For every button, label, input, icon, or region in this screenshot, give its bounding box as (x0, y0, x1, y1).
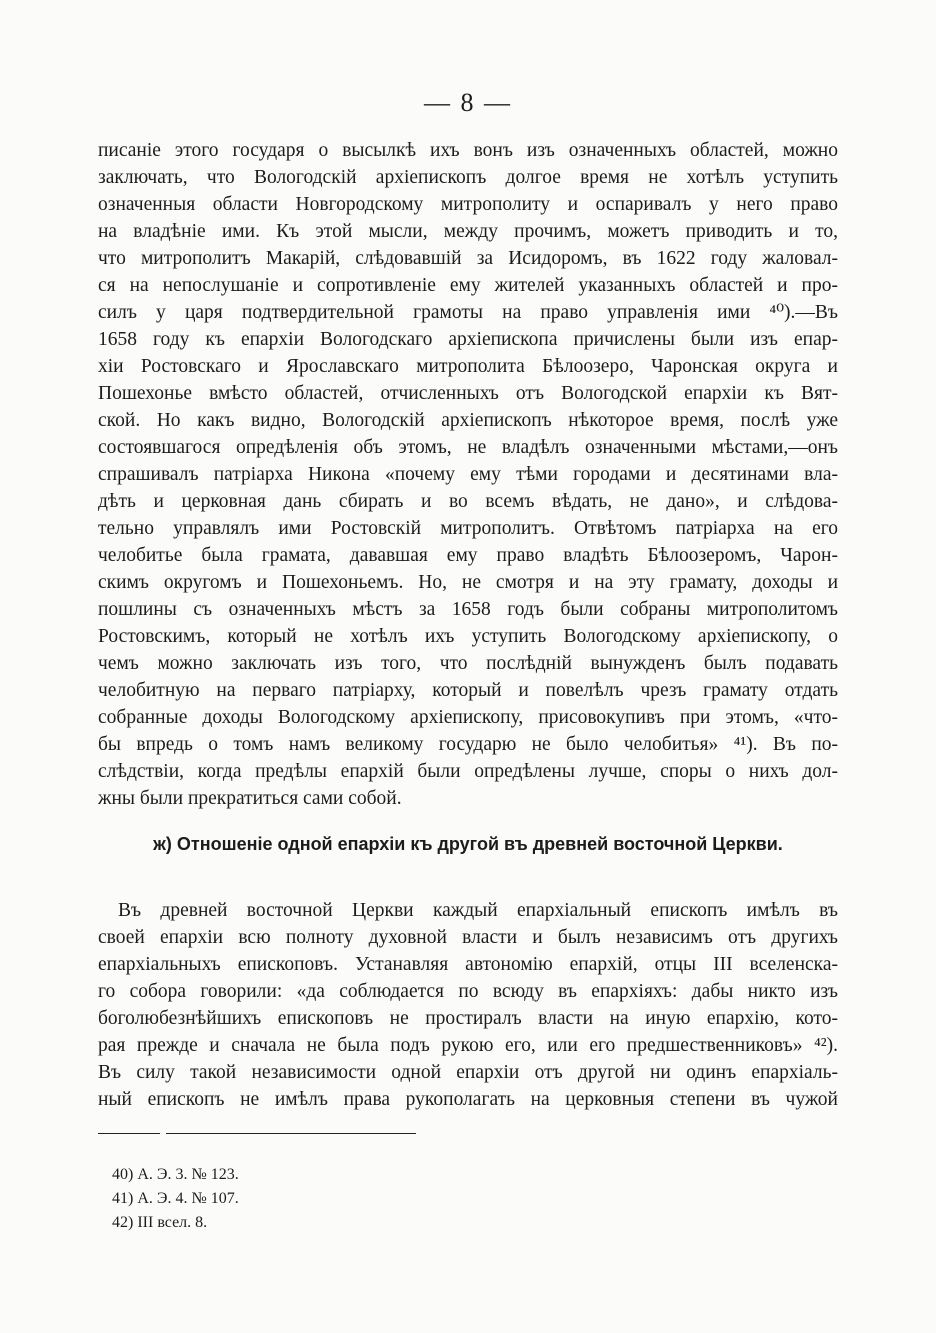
text-line: своей епархіи всю полноту духовной власти и былъ независимъ отъ другихъ (98, 927, 838, 948)
text-line: на владѣніе ими. Къ этой мысли, между прочимъ, можетъ приводить и то, (98, 221, 838, 242)
text-line: жны были прекратиться сами собой. (98, 788, 402, 809)
text-line: Въ силу такой независимости одной епархіи отъ другой ни одинъ епархіаль- (98, 1062, 838, 1083)
text-line: состоявшагося опредѣленія объ этомъ, не владѣлъ означенными мѣстами,—онъ (98, 437, 838, 458)
text-line: Ростовскимъ, который не хотѣлъ ихъ уступить Вологодскому архіепископу, о (98, 626, 838, 647)
text-line: означенныя области Новгородскому митрополиту и оспаривалъ у него право (98, 194, 838, 215)
text-line: ный епископъ не имѣлъ права рукополагать на церковныя степени въ чужой (98, 1089, 838, 1110)
text-line: заключать, что Вологодскій архіепископъ долгое время не хотѣлъ уступить (98, 167, 838, 188)
footnote: 42) III всел. 8. (112, 1214, 208, 1231)
text-line: го собора говорили: «да соблюдается по всюду въ епархіяхъ: дабы никто изъ (98, 981, 838, 1002)
text-line: челобитье была грамата, дававшая ему право владѣть Бѣлоозеромъ, Чарон- (98, 545, 838, 566)
text-line: чемъ можно заключать изъ того, что послѣдній вынужденъ былъ подавать (98, 653, 838, 674)
text-line: писаніе этого государя о высылкѣ ихъ вонъ изъ означенныхъ областей, можно (98, 140, 838, 161)
footnote-separator (98, 1133, 160, 1134)
text-line: бы впредь о томъ намъ великому государю не было челобитья» ⁴¹). Въ по- (98, 734, 838, 755)
text-line: дѣть и церковная дань сбирать и во всемъ вѣдать, не дано», и слѣдова- (98, 491, 838, 512)
text-line: собранные доходы Вологодскому архіепископу, присовокупивъ при этомъ, «что- (98, 707, 838, 728)
text-line: скимъ округомъ и Пошехоньемъ. Но, не смотря и на эту грамату, доходы и (98, 572, 838, 593)
text-line: силъ у царя подтвердительной грамоты на право управленія ими ⁴⁰).—Въ (98, 302, 838, 323)
text-line: пошлины съ означенныхъ мѣстъ за 1658 годъ были собраны митрополитомъ (98, 599, 838, 620)
text-line: хіи Ростовскаго и Ярославскаго митрополита Бѣлоозеро, Чаронская округа и (98, 356, 838, 377)
text-line: ской. Но какъ видно, Вологодскій архіепископъ нѣкоторое время, послѣ уже (98, 410, 838, 431)
text-line: спрашивалъ патріарха Никона «почему ему тѣми городами и десятинами вла- (98, 464, 838, 485)
footnote: 41) А. Э. 4. № 107. (112, 1190, 239, 1207)
text-line: что митрополитъ Макарій, слѣдовавшій за Исидоромъ, въ 1622 году жаловал- (98, 248, 838, 269)
text-line: 1658 году къ епархіи Вологодскаго архіепископа причислены были изъ епар- (98, 329, 838, 350)
footnote-separator (166, 1133, 416, 1134)
text-line: епархіальныхъ епископовъ. Устанавляя автономію епархій, отцы III вселенска- (98, 954, 838, 975)
page-number: — 8 — (424, 88, 512, 117)
text-line: слѣдствіи, когда предѣлы епархій были опредѣлены лучше, споры о нихъ дол- (98, 761, 838, 782)
text-line: тельно управлялъ ими Ростовскій митрополитъ. Отвѣтомъ патріарха на его (98, 518, 838, 539)
text-line: ся на непослушаніе и сопротивленіе ему жителей указанныхъ областей и про- (98, 275, 838, 296)
text-line: челобитную на перваго патріарху, который и повелѣлъ чрезъ грамату отдать (98, 680, 838, 701)
footnote: 40) А. Э. 3. № 123. (112, 1166, 239, 1183)
text-line: Пошехонье вмѣсто областей, отчисленныхъ отъ Вологодской епархіи къ Вят- (98, 383, 838, 404)
section-heading: ж) Отношеніе одной епархіи къ другой въ древней восточной Церкви. (153, 834, 783, 854)
text-line: рая прежде и сначала не была подъ рукою его, или его предшественниковъ» ⁴²). (98, 1035, 838, 1056)
text-line: Въ древней восточной Церкви каждый епархіальный епископъ имѣлъ въ (118, 900, 838, 921)
text-line: боголюбезнѣйшихъ епископовъ не простиралъ власти на иную епархію, кото- (98, 1008, 838, 1029)
